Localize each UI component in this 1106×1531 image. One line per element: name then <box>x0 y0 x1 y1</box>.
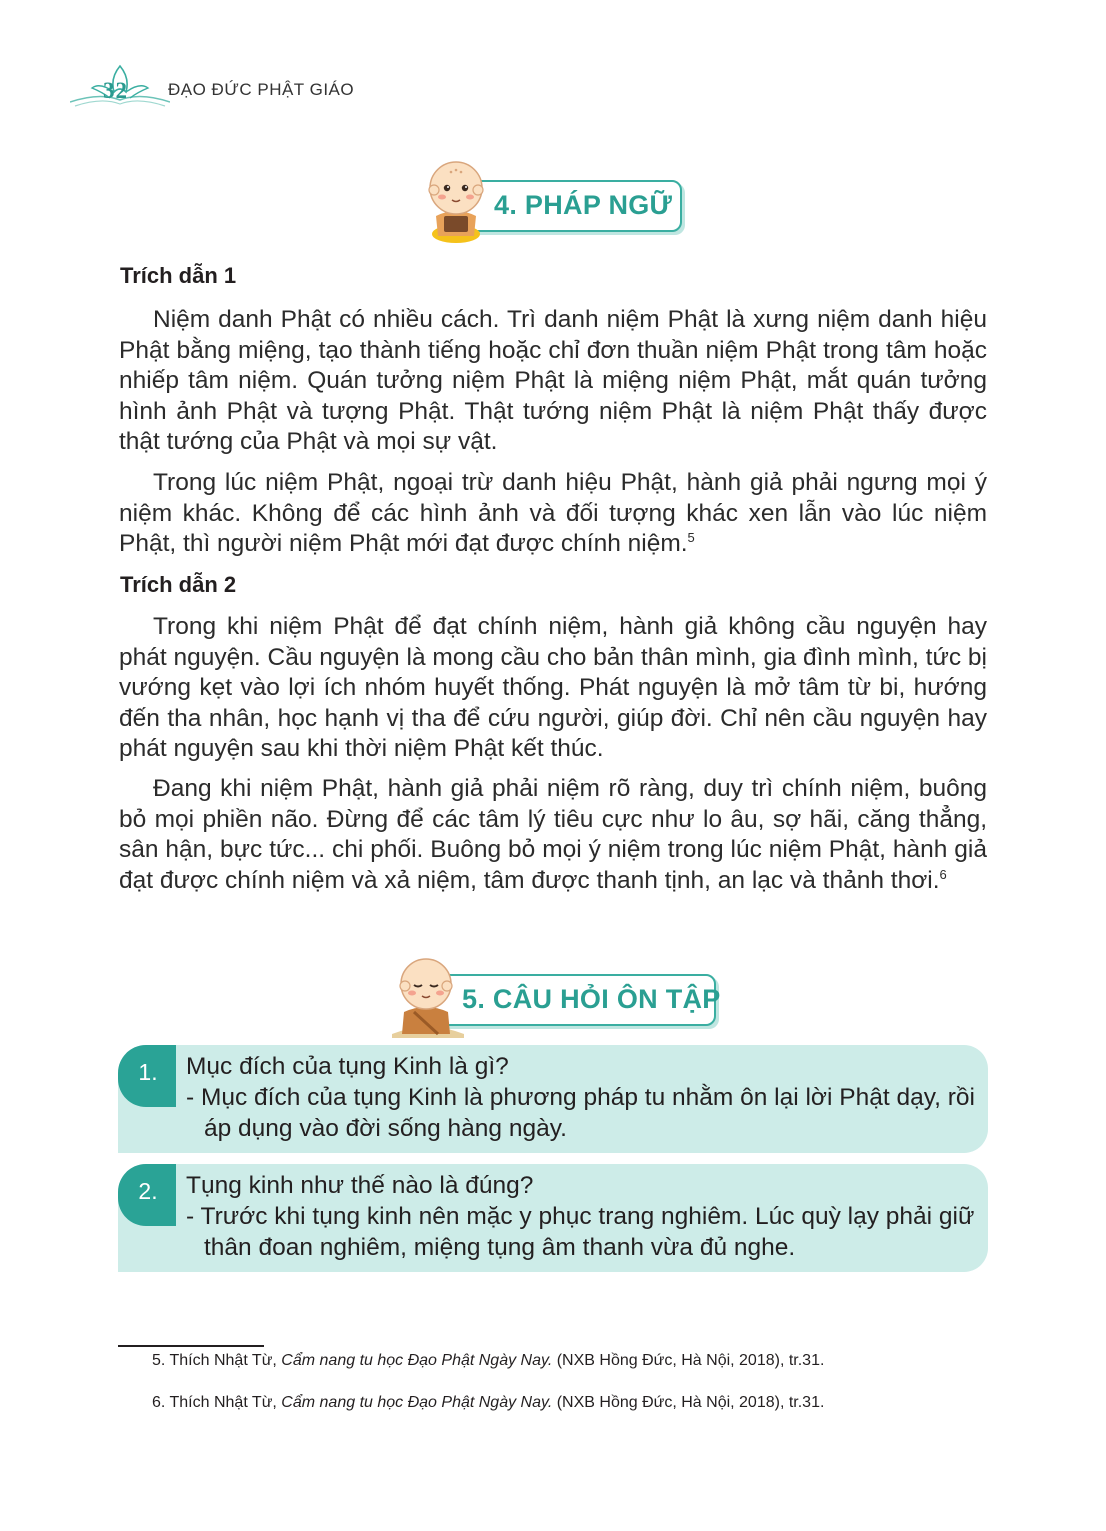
section-5-title: 5. CÂU HỎI ÔN TẬP <box>462 984 721 1014</box>
footnote-6-suffix: (NXB Hồng Đức, Hà Nội, 2018), tr.31. <box>552 1394 825 1411</box>
question-card-2 <box>118 1164 988 1272</box>
question-number-2: 2. <box>138 1178 158 1204</box>
footnote-6-book-title: Cẩm nang tu học Đạo Phật Ngày Nay. <box>281 1394 553 1411</box>
section-5-header <box>388 950 721 1040</box>
question-card-1 <box>118 1045 988 1153</box>
page-number: 32 <box>103 78 128 103</box>
footnote-ref-6[interactable]: 6 <box>939 866 947 882</box>
running-title: ĐẠO ĐỨC PHẬT GIÁO <box>168 80 355 99</box>
section-4-header <box>422 156 684 248</box>
question-text-1: Mục đích của tụng Kinh là gì? <box>186 1053 509 1080</box>
quote-1-heading: Trích dẫn 1 <box>120 263 237 288</box>
footnote-6 <box>118 1392 986 1413</box>
monk-reading-icon <box>422 156 494 246</box>
question-text-2: Tụng kinh như thế nào là đúng? <box>186 1172 534 1199</box>
quote-2-paragraph-1: Trong khi niệm Phật để đạt chính niệm, hành giả không cầu nguyện hay phát nguyện. Cầu nguyện là mong cầu cho bản thân mình, gia đình mình, tức bị vướng kẹt vào lợi ích nhóm huyết thống. Phát nguyện là mở tâm từ bi, hướng đến tha nhân, học hạnh vị tha để cứu người, giúp đời. Chỉ nên cầu nguyện hay phát nguyện sau khi thời niệm Phật kết thúc. <box>119 613 987 762</box>
quote-2-heading: Trích dẫn 2 <box>120 572 237 597</box>
quote-1-paragraph-2-text: Trong lúc niệm Phật, ngoại trừ danh hiệu Phật, hành giả phải ngưng mọi ý niệm khác. Không để các hình ảnh và đối tượng khác xen lẫn vào lúc niệm Phật, thì người niệm Phật mới đạt được chính niệm. <box>119 469 987 557</box>
monk-meditating-icon <box>388 950 466 1040</box>
section-4-title: 4. PHÁP NGỮ <box>494 190 673 220</box>
footnote-5-suffix: (NXB Hồng Đức, Hà Nội, 2018), tr.31. <box>552 1352 825 1369</box>
footnote-5 <box>118 1350 986 1371</box>
footnote-ref-5[interactable]: 5 <box>687 529 695 545</box>
running-header <box>70 64 490 114</box>
question-number-1: 1. <box>138 1059 158 1085</box>
quote-2-paragraph-2 <box>119 774 987 896</box>
answer-text-1: - Mục đích của tụng Kinh là phương pháp tu nhằm ôn lại lời Phật dạy, rồi áp dụng vào đời sống hàng ngày. <box>186 1084 975 1142</box>
quote-2-paragraph-2-text: Đang khi niệm Phật, hành giả phải niệm rõ ràng, duy trì chính niệm, buông bỏ mọi phiền não. Đừng để các tâm lý tiêu cực như lo âu, sợ hãi, căng thẳng, sân hận, bực tức... chi phối. Buông bỏ mọi ý niệm trong lúc niệm Phật, hành giả đạt được chính niệm và xả niệm, tâm được thanh tịnh, an lạc và thảnh thơi. <box>119 775 987 894</box>
footnote-6-prefix: 6. Thích Nhật Từ, <box>152 1394 282 1411</box>
footnote-5-prefix: 5. Thích Nhật Từ, <box>152 1352 282 1369</box>
quote-1-paragraph-1: Niệm danh Phật có nhiều cách. Trì danh niệm Phật là xưng niệm danh hiệu Phật bằng miệng, tạo thành tiếng hoặc chỉ đơn thuần niệm Phật trong tâm hoặc nhiếp tâm niệm. Quán tưởng niệm Phật là miệng niệm Phật, mắt quán tưởng hình ảnh Phật và tượng Phật. Thật tướng niệm Phật là niệm Phật thấy được thật tướng của Phật và mọi sự vật. <box>119 306 987 455</box>
quote-1-paragraph-2 <box>119 468 987 560</box>
footnote-divider <box>118 1345 264 1347</box>
footnote-5-book-title: Cẩm nang tu học Đạo Phật Ngày Nay. <box>281 1352 553 1369</box>
answer-text-2: - Trước khi tụng kinh nên mặc y phục trang nghiêm. Lúc quỳ lạy phải giữ thân đoan nghiêm, miệng tụng âm thanh vừa đủ nghe. <box>186 1203 975 1261</box>
